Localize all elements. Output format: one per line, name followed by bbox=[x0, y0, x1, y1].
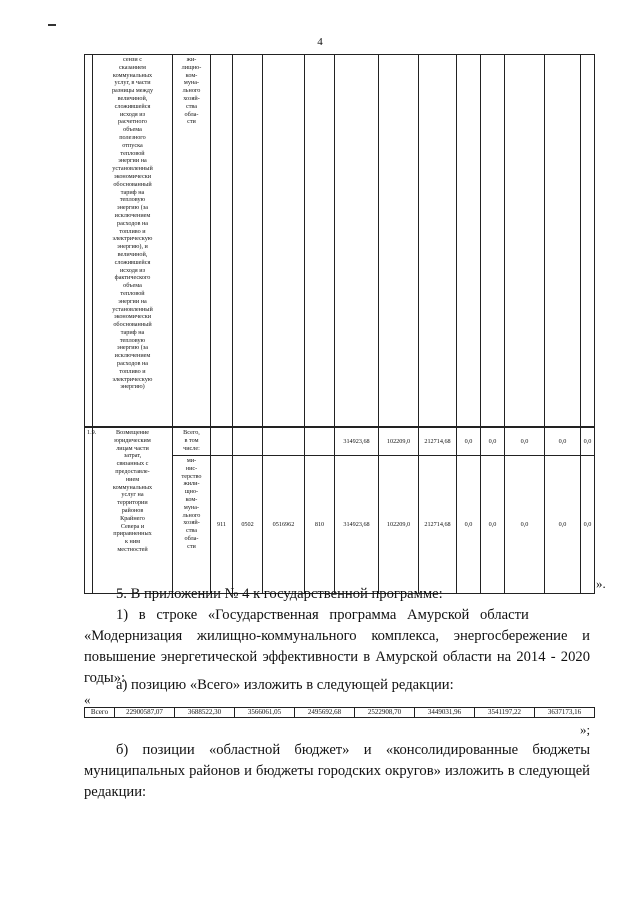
scan-dash-mark bbox=[48, 24, 56, 26]
empty-cell bbox=[419, 55, 457, 427]
ministry-value-cell: 314923,68 bbox=[335, 456, 379, 594]
vr-cell: 810 bbox=[305, 456, 335, 594]
ministry-value-cell: 102209,0 bbox=[379, 456, 419, 594]
measure-1-9-table bbox=[84, 427, 595, 594]
total-value-cell: 0,0 bbox=[505, 428, 545, 456]
paragraph-1-rest: «Модернизация жилищно-коммунального комплекса, энергосбережение и повышение энергетической эффективности в Амурской области на 2014 - 2020 годы»: bbox=[84, 628, 590, 686]
total-value-cell: 0,0 bbox=[481, 428, 505, 456]
empty-cell bbox=[457, 55, 481, 427]
empty-cell bbox=[545, 55, 581, 427]
total-value-cell: 0,0 bbox=[545, 428, 581, 456]
total-value-cell: 314923,68 bbox=[335, 428, 379, 456]
grbs-cell: 911 bbox=[211, 456, 233, 594]
total-value-cell: 102209,0 bbox=[379, 428, 419, 456]
total-row-table bbox=[84, 707, 595, 718]
table-row bbox=[85, 428, 595, 456]
paragraph-5: 5. В приложении № 4 к государственной программе: bbox=[116, 586, 443, 602]
executor-total-cell: Всего, в том числе: bbox=[173, 428, 211, 456]
closing-quote: ». bbox=[596, 576, 606, 591]
total-value-cell: 2495692,68 bbox=[295, 708, 355, 718]
ministry-value-cell: 0,0 bbox=[545, 456, 581, 594]
total-value-cell: 2522908,70 bbox=[355, 708, 415, 718]
ministry-value-cell: 0,0 bbox=[481, 456, 505, 594]
vr-cell bbox=[305, 428, 335, 456]
rz-cell bbox=[233, 428, 263, 456]
csr-cell: 0516962 bbox=[263, 456, 305, 594]
rz-cell: 0502 bbox=[233, 456, 263, 594]
empty-cell bbox=[481, 55, 505, 427]
executor-ministry-cell: ми- нис- терство жили- щно- ком- муна- льного хозяй- ства обла- сти bbox=[173, 456, 211, 594]
empty-cell bbox=[379, 55, 419, 427]
total-value-cell: 22900587,07 bbox=[115, 708, 175, 718]
total-value-cell: 3637173,16 bbox=[535, 708, 595, 718]
total-value-cell: 3449031,96 bbox=[415, 708, 475, 718]
csr-cell bbox=[263, 428, 305, 456]
table-row bbox=[85, 708, 595, 718]
empty-cell bbox=[335, 55, 379, 427]
measures-table-continuation bbox=[84, 54, 595, 427]
grbs-cell bbox=[211, 428, 233, 456]
total-label-cell: Всего bbox=[85, 708, 115, 718]
closing-quote-semicolon: »; bbox=[580, 722, 591, 737]
total-value-cell: 3688522,30 bbox=[175, 708, 235, 718]
measure-description-cell: Возмещение юридическим лицам части затрат, связанных с предоставле- нием коммунальных услуг на территории районов Крайнего Севера и приравненных к ним местностей bbox=[93, 428, 173, 594]
total-value-cell: 0,0 bbox=[581, 428, 595, 456]
empty-cell bbox=[263, 55, 305, 427]
ministry-value-cell: 212714,68 bbox=[419, 456, 457, 594]
total-value-cell: 212714,68 bbox=[419, 428, 457, 456]
total-value-cell: 3541197,22 bbox=[475, 708, 535, 718]
paragraph-1-line1: 1) в строке «Государственная программа Амурской области bbox=[116, 607, 529, 623]
empty-cell bbox=[211, 55, 233, 427]
row-number-cell bbox=[85, 55, 93, 427]
opening-quote: « bbox=[84, 692, 91, 707]
ministry-value-cell: 0,0 bbox=[581, 456, 595, 594]
executor-cell: жи- лищно- ком- муна- льного хозяй- ства обла- сти bbox=[173, 55, 211, 427]
page-number: 4 bbox=[317, 36, 323, 48]
total-value-cell: 3566061,05 bbox=[235, 708, 295, 718]
ministry-value-cell: 0,0 bbox=[505, 456, 545, 594]
row-number-cell: 1.9. bbox=[85, 428, 93, 594]
empty-cell bbox=[581, 55, 595, 427]
ministry-value-cell: 0,0 bbox=[457, 456, 481, 594]
measure-description-cell: сензи с сказанием коммунальных услуг, в части разницы между величиной, сложившейся исходя из расчетного объема полезного отпуска тепловой энергии на установленный экономически обоснованный тариф на тепловую энергию (за исключением расходов на топливо и электрическую энергию), и величиной, сложившейся исходя из фактического объема тепловой энергии на установленный экономически обоснованный тариф на тепловую энергию (за исключением расходов на топливо и электрическую энергию) bbox=[93, 55, 173, 427]
total-value-cell: 0,0 bbox=[457, 428, 481, 456]
paragraph-b: б) позиции «областной бюджет» и «консолидированные бюджеты муниципальных районов и бюджеты городских округов» изложить в следующей редакции: bbox=[84, 742, 590, 800]
paragraph-a: а) позицию «Всего» изложить в следующей редакции: bbox=[116, 677, 454, 693]
empty-cell bbox=[505, 55, 545, 427]
empty-cell bbox=[305, 55, 335, 427]
table-row bbox=[85, 55, 595, 427]
empty-cell bbox=[233, 55, 263, 427]
